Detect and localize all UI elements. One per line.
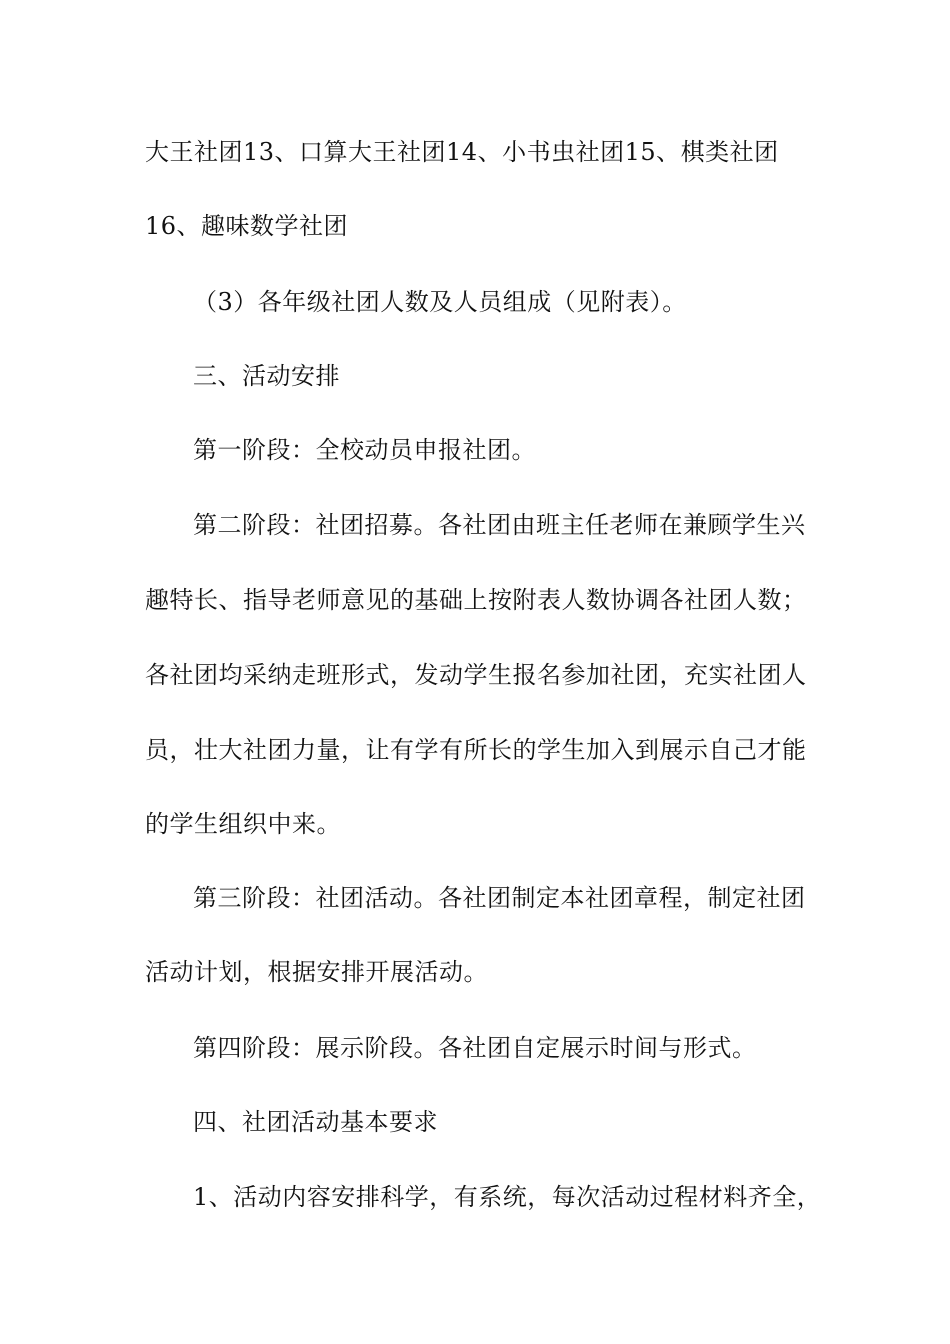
text-line: 第四阶段：展示阶段。各社团自定展示时间与形式。 — [193, 1034, 757, 1062]
text-line: 第一阶段：全校动员申报社团。 — [193, 436, 536, 464]
text-line: 16、趣味数学社团 — [145, 212, 349, 240]
section-heading: 四、社团活动基本要求 — [193, 1108, 438, 1136]
text-line: 员，壮大社团力量，让有学有所长的学生加入到展示自己才能 — [145, 736, 807, 764]
text-line: 第三阶段：社团活动。各社团制定本社团章程，制定社团 — [193, 884, 806, 912]
text-line: 1、活动内容安排科学，有系统，每次活动过程材料齐全， — [193, 1183, 822, 1211]
text-line: 各社团均采纳走班形式，发动学生报名参加社团，充实社团人 — [145, 661, 807, 689]
text-line: 的学生组织中来。 — [145, 810, 341, 838]
text-line: 活动计划，根据安排开展活动。 — [145, 958, 488, 986]
text-line: 第二阶段：社团招募。各社团由班主任老师在兼顾学生兴 — [193, 511, 806, 539]
text-line: 趣特长、指导老师意见的基础上按附表人数协调各社团人数； — [145, 586, 807, 614]
text-line: 大王社团13、口算大王社团14、小书虫社团15、棋类社团 — [145, 138, 779, 166]
section-heading: 三、活动安排 — [193, 362, 340, 390]
text-line: （3）各年级社团人数及人员组成（见附表）。 — [193, 288, 687, 316]
